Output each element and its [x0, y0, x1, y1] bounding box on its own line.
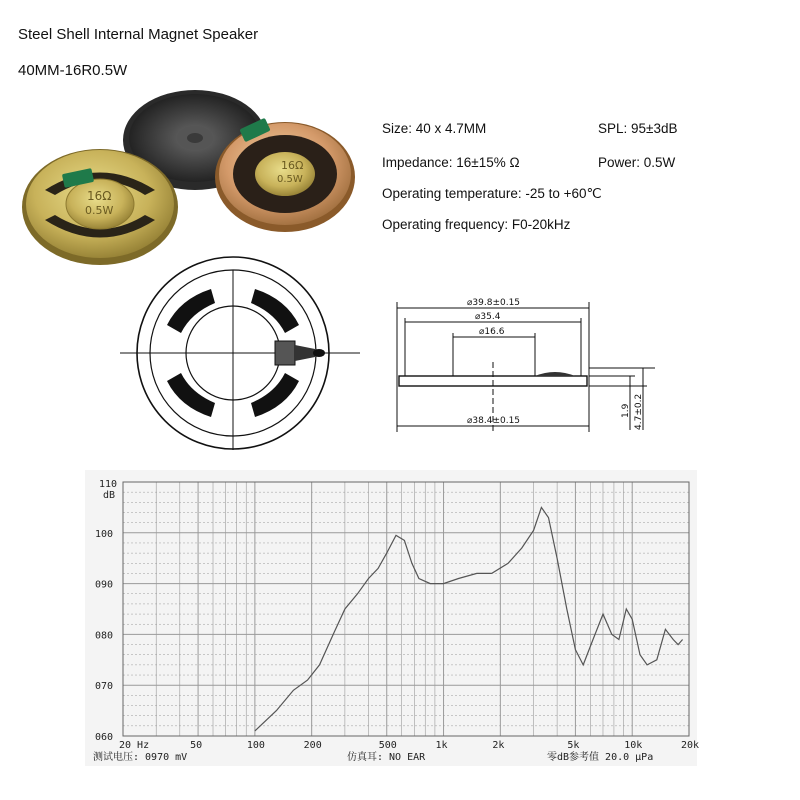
x-tick-label: 20k [681, 740, 700, 751]
x-tick-label: 20 Hz [119, 740, 150, 751]
y-tick-label: 100 [95, 528, 114, 540]
svg-text:16Ω: 16Ω [281, 159, 304, 172]
y-tick-label: 070 [95, 681, 114, 693]
y-unit-label: dB [103, 490, 116, 501]
model-number: 40MM-16R0.5W [18, 62, 128, 79]
spec-size: Size: 40 x 4.7MM [382, 121, 487, 136]
svg-text:16Ω: 16Ω [87, 189, 112, 203]
spec-temperature: Operating temperature: -25 to +60℃ [382, 186, 602, 201]
svg-text:⌀35.4: ⌀35.4 [475, 312, 501, 322]
y-tick-label: 060 [95, 732, 114, 743]
x-tick-label: 100 [246, 740, 265, 751]
spec-spl: SPL: 95±3dB [598, 121, 678, 136]
spec-power: Power: 0.5W [598, 155, 676, 170]
speaker-brass-front [22, 149, 178, 265]
speaker-photo [15, 85, 355, 265]
x-tick-label: 500 [378, 740, 397, 751]
svg-text:0.5W: 0.5W [85, 204, 114, 217]
x-tick-label: 50 [190, 740, 203, 751]
x-tick-label: 10k [624, 740, 643, 751]
y-tick-label: 090 [95, 579, 114, 591]
footer-voltage: 测试电压: 0970 mV [93, 752, 188, 763]
frequency-response-graph [85, 470, 700, 766]
x-tick-label: 2k [492, 740, 505, 751]
svg-text:⌀16.6: ⌀16.6 [479, 327, 505, 337]
y-tick-label: 080 [95, 630, 114, 642]
spec-impedance: Impedance: 16±15% Ω [382, 155, 520, 170]
product-title: Steel Shell Internal Magnet Speaker [18, 26, 259, 43]
x-tick-label: 200 [303, 740, 322, 751]
svg-text:⌀39.8±0.15: ⌀39.8±0.15 [467, 298, 521, 308]
side-view-drawing [385, 290, 665, 440]
x-tick-label: 1k [435, 740, 448, 751]
svg-text:⌀38.4±0.15: ⌀38.4±0.15 [467, 416, 521, 426]
svg-text:0.5W: 0.5W [277, 174, 303, 185]
terminal-detail [275, 341, 325, 365]
svg-text:4.7±0.2: 4.7±0.2 [634, 393, 644, 430]
spec-frequency: Operating frequency: F0-20kHz [382, 217, 571, 232]
footer-ear: 仿真耳: NO EAR [347, 752, 426, 763]
footer-reference: 零dB参考值 20.0 μPa [547, 752, 654, 763]
y-label-top: 110 [99, 479, 118, 490]
front-view-drawing [115, 265, 365, 455]
x-tick-label: 5k [567, 740, 580, 751]
svg-text:1.9: 1.9 [621, 403, 631, 418]
